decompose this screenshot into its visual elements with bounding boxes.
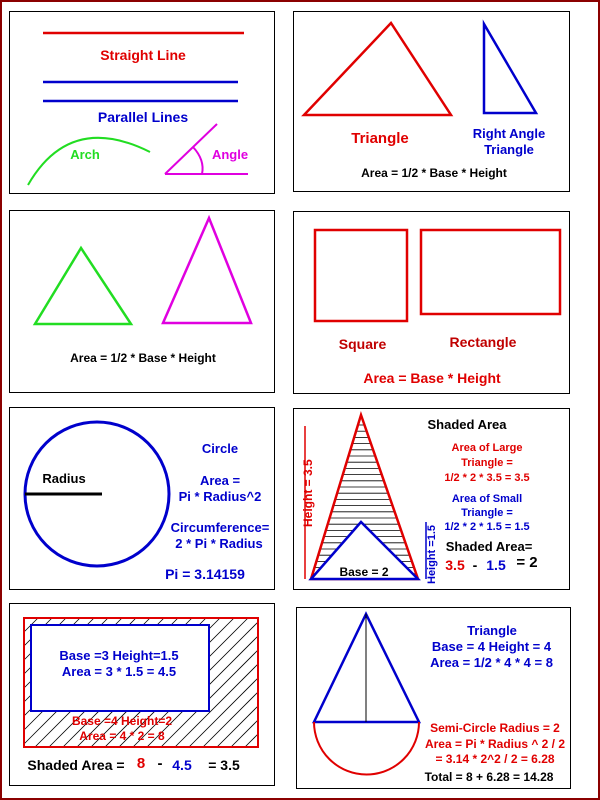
green-triangle	[35, 248, 131, 324]
panel-equilateral	[9, 210, 275, 393]
small-area-label-3: 1/2 * 2 * 1.5 = 1.5	[444, 521, 530, 533]
triangle-area-formula: Area = 1/2 * Base * Height	[361, 166, 507, 180]
angle-label: Angle	[211, 147, 249, 162]
shaded-minus: -	[472, 557, 478, 573]
triangle-shape	[304, 23, 451, 115]
shaded-value-1: 3.5	[445, 557, 465, 573]
large-area-label-3: 1/2 * 2 * 3.5 = 3.5	[444, 472, 530, 484]
equilateral-figure	[10, 211, 276, 394]
circle-area-label-1: Area =	[199, 473, 241, 488]
square-rectangle-figure	[294, 212, 571, 395]
triangle-label: Triangle	[351, 130, 409, 147]
panel-shaded-triangle	[293, 408, 570, 590]
large-area-label-1: Area of Large	[451, 442, 523, 454]
small-height-label: Height =1.5	[426, 525, 438, 584]
rectangle-shape	[421, 230, 560, 314]
circle-area-label-2: Pi * Radius^2	[178, 489, 262, 504]
panel-triangle-semicircle	[296, 607, 571, 789]
small-area-label-2: Triangle =	[461, 507, 513, 519]
square-label: Square	[338, 336, 387, 352]
triangle-title: Triangle	[467, 623, 517, 638]
large-height-label: Height = 3.5	[301, 459, 315, 527]
angle-arc	[193, 147, 203, 174]
outer-rect-label-2: Area = 4 * 2 = 8	[79, 729, 165, 743]
semicircle-area-1: Area = Pi * Radius ^ 2 / 2	[424, 737, 566, 751]
small-area-label-1: Area of Small	[451, 493, 523, 505]
outer-rect-label-1: Base =4 Height=2	[71, 714, 173, 728]
large-area-label-2: Triangle =	[461, 457, 513, 469]
panel-shaded-rectangle	[9, 603, 275, 786]
rect-hatch-line	[203, 692, 258, 747]
rect-hatch-line	[245, 734, 258, 747]
total-area: Total = 8 + 6.28 = 14.28	[424, 770, 554, 784]
rect-shaded-label: Shaded Area =	[27, 757, 125, 773]
rect-result: = 3.5	[208, 757, 240, 773]
rectangle-area-formula: Area = Base * Height	[363, 370, 501, 386]
circumference-label-1: Circumference=	[170, 520, 270, 535]
right-angle-label-1: Right Angle	[472, 126, 546, 141]
square-shape	[315, 230, 407, 321]
right-angle-label-2: Triangle	[484, 142, 534, 157]
circle-label: Circle	[201, 441, 239, 456]
parallel-lines-label: Parallel Lines	[97, 109, 189, 125]
inner-rect-label-2: Area = 3 * 1.5 = 4.5	[61, 664, 177, 679]
semicircle-shape	[314, 722, 419, 775]
arch-label: Arch	[70, 147, 100, 162]
semicircle-area-2: = 3.14 * 2^2 / 2 = 6.28	[435, 752, 555, 766]
circumference-label-2: 2 * Pi * Radius	[175, 536, 263, 551]
pi-label: Pi = 3.14159	[165, 566, 245, 582]
shaded-area-equation-label: Shaded Area=	[445, 539, 533, 554]
rect-minus: -	[157, 755, 163, 772]
panel-lines	[9, 11, 275, 194]
shaded-result: = 2	[516, 554, 538, 571]
radius-label: Radius	[42, 471, 86, 486]
triangle-dimensions: Base = 4 Height = 4	[431, 639, 552, 654]
triangle-area: Area = 1/2 * 4 * 4 = 8	[430, 655, 553, 670]
triangle-area-formula: Area = 1/2 * Base * Height	[70, 351, 216, 365]
shaded-area-title: Shaded Area	[427, 417, 507, 432]
rect-hatch-line	[231, 720, 258, 747]
panel-circle	[9, 407, 275, 590]
lines-figure	[10, 12, 276, 195]
semicircle-radius: Semi-Circle Radius = 2	[430, 721, 560, 735]
inner-rect-label-1: Base =3 Height=1.5	[59, 648, 179, 663]
right-triangle-shape	[484, 24, 536, 113]
rect-value-1: 8	[136, 755, 146, 772]
panel-triangles	[293, 11, 570, 192]
panel-square-rectangle	[293, 211, 570, 394]
shaded-value-2: 1.5	[486, 557, 506, 573]
base-label: Base = 2	[339, 565, 389, 579]
magenta-triangle	[163, 218, 251, 323]
rect-value-2: 4.5	[172, 757, 192, 773]
straight-line-label: Straight Line	[100, 47, 186, 63]
rectangle-label: Rectangle	[449, 334, 517, 350]
